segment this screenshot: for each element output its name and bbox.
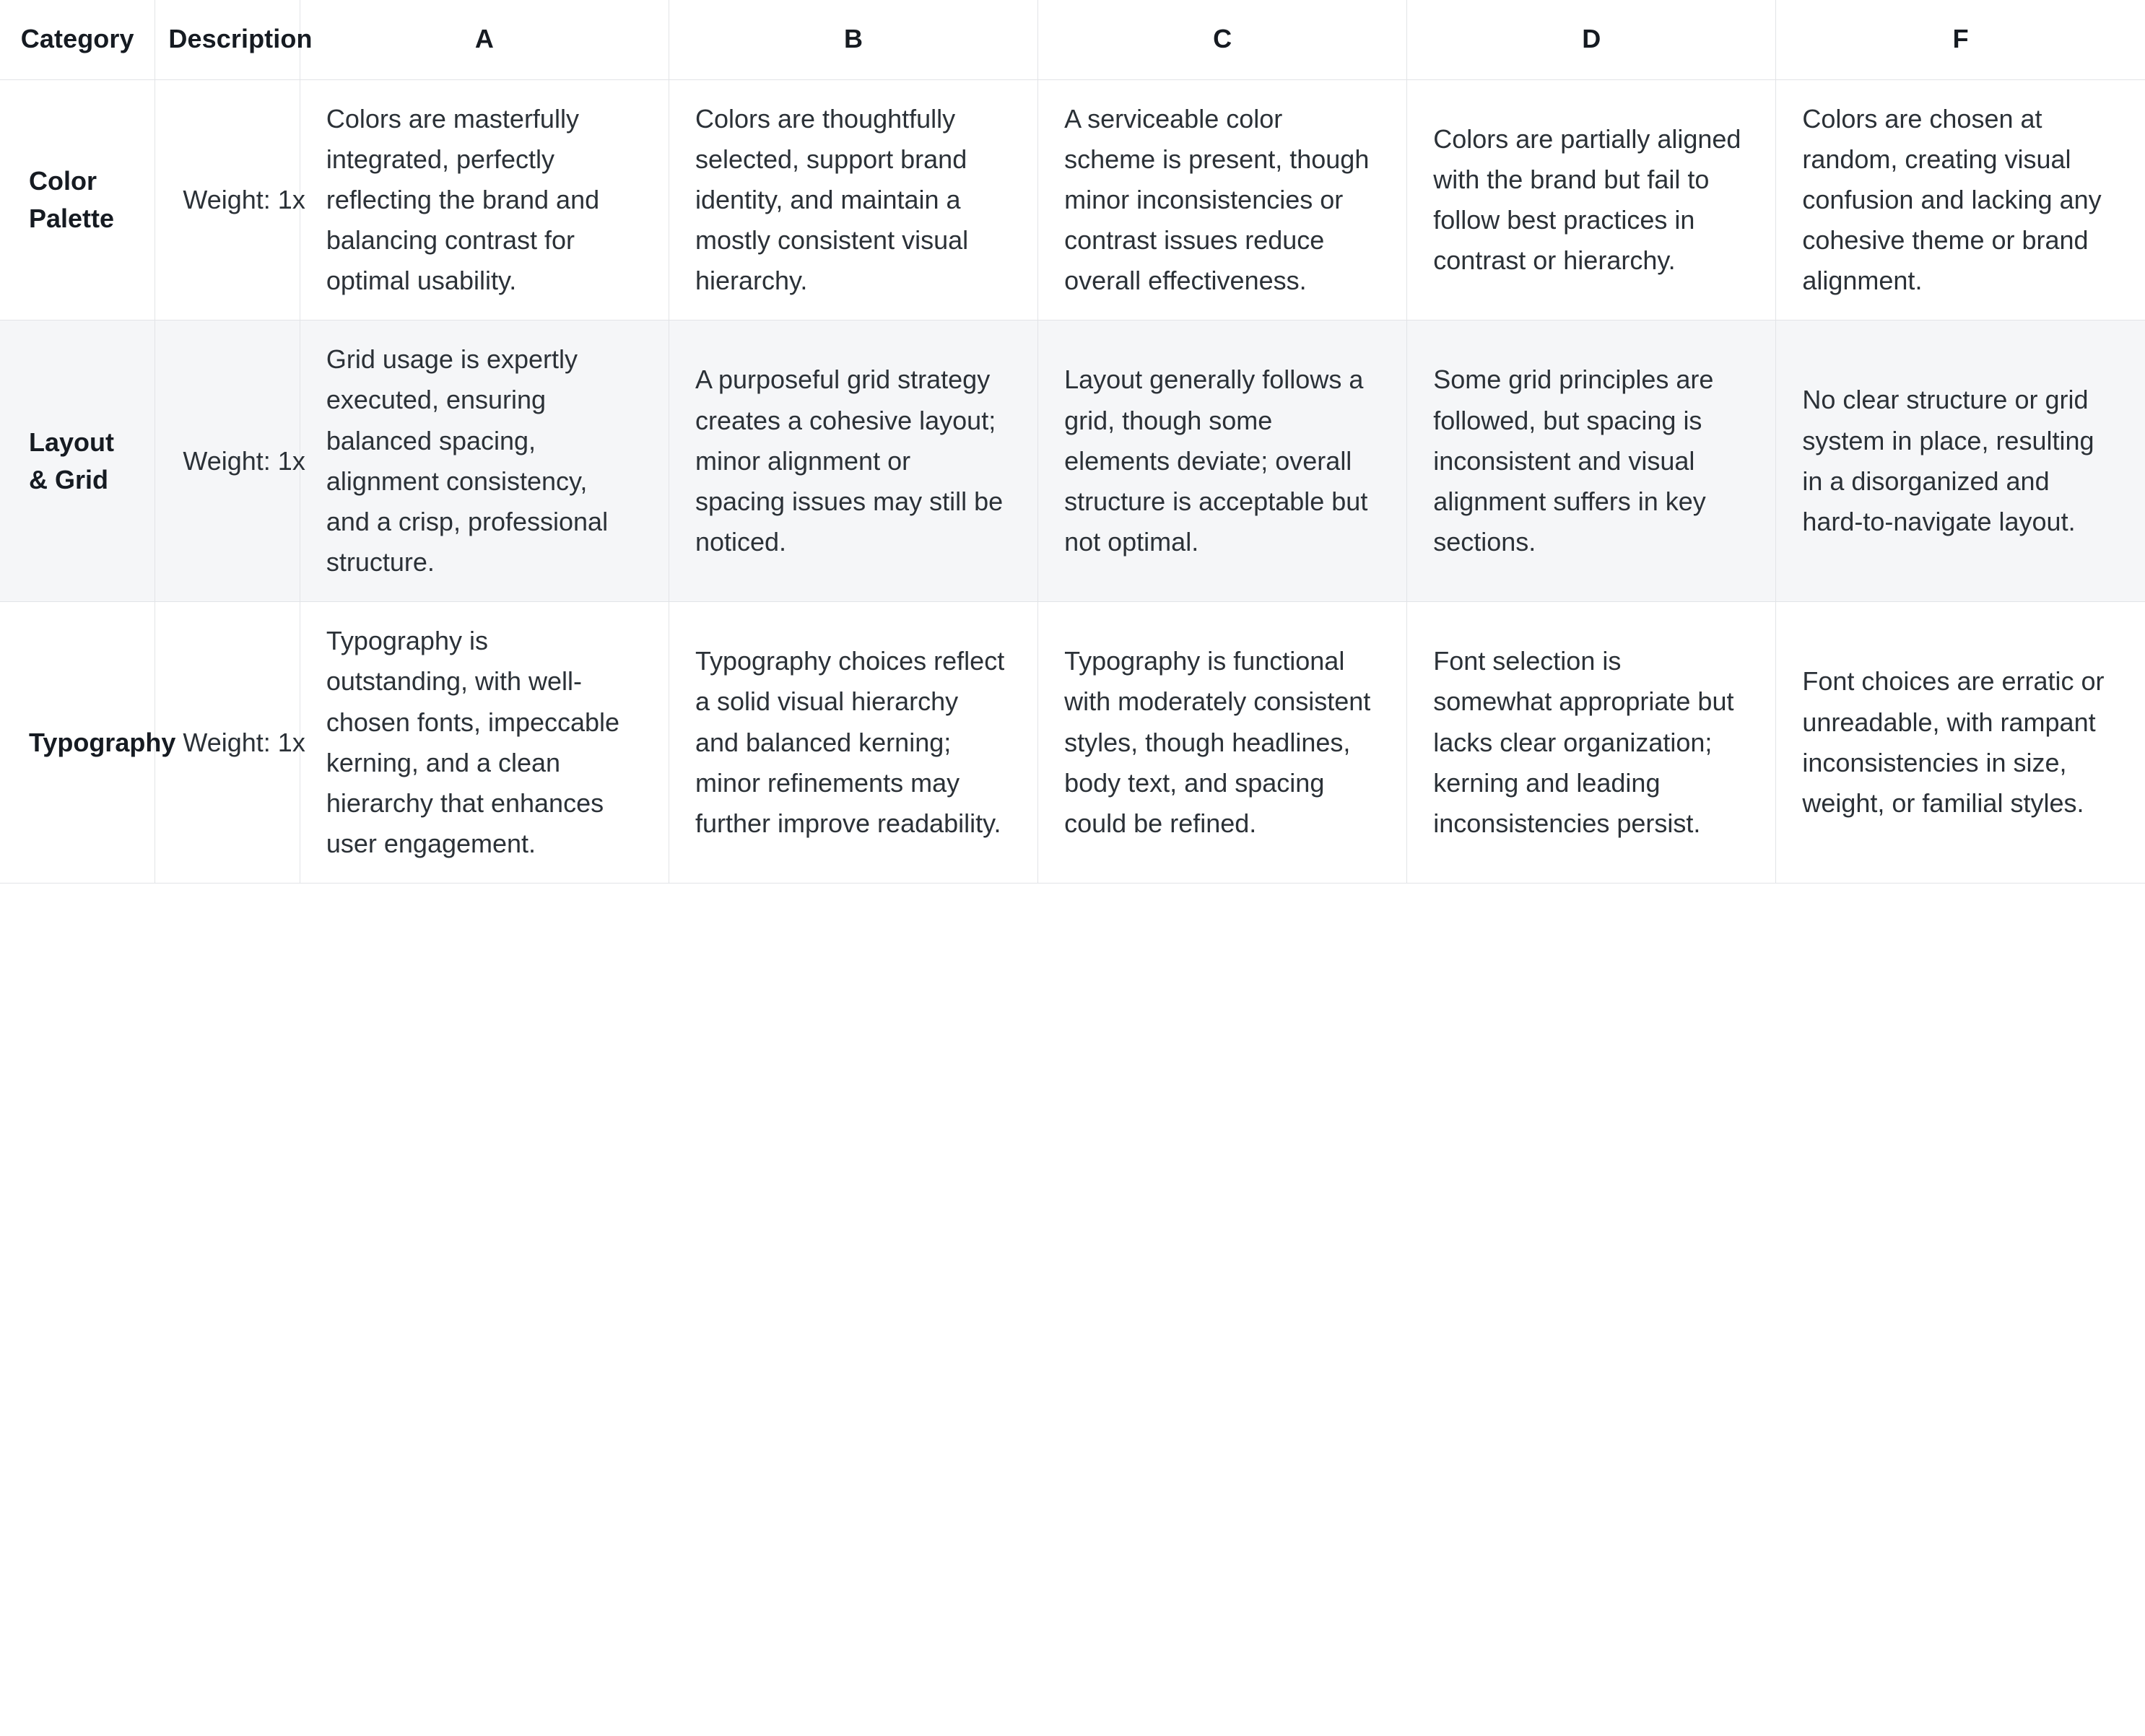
cell-category: Layout & Grid [0, 320, 155, 602]
cell-description-weight: Weight: 1x [155, 320, 300, 602]
cell-grade-b: A purposeful grid strategy creates a cohesive layout; minor alignment or spacing issues may still be noticed. [669, 320, 1037, 602]
table-row [0, 320, 2145, 602]
table-body [0, 79, 2145, 884]
column-header-f: F [1776, 0, 2145, 79]
cell-grade-a: Typography is outstanding, with well-chosen fonts, impeccable kerning, and a clean hierarchy that enhances user engagement. [300, 602, 669, 884]
table-header-row [0, 0, 2145, 79]
cell-grade-f: No clear structure or grid system in place, resulting in a disorganized and hard-to-navigate layout. [1776, 320, 2145, 602]
column-header-a: A [300, 0, 669, 79]
column-header-category: Category [0, 0, 155, 79]
cell-grade-a: Grid usage is expertly executed, ensuring balanced spacing, alignment consistency, and a crisp, professional structure. [300, 320, 669, 602]
cell-grade-d: Font selection is somewhat appropriate but lacks clear organization; kerning and leading inconsistencies persist. [1407, 602, 1776, 884]
cell-grade-a: Colors are masterfully integrated, perfectly reflecting the brand and balancing contrast for optimal usability. [300, 79, 669, 320]
table-header [0, 0, 2145, 79]
cell-grade-c: A serviceable color scheme is present, though minor inconsistencies or contrast issues reduce overall effectiveness. [1038, 79, 1407, 320]
cell-description-weight: Weight: 1x [155, 602, 300, 884]
table-row [0, 79, 2145, 320]
table-row [0, 602, 2145, 884]
column-header-d: D [1407, 0, 1776, 79]
cell-grade-c: Layout generally follows a grid, though some elements deviate; overall structure is acceptable but not optimal. [1038, 320, 1407, 602]
column-header-b: B [669, 0, 1037, 79]
cell-grade-b: Typography choices reflect a solid visual hierarchy and balanced kerning; minor refinements may further improve readability. [669, 602, 1037, 884]
cell-category: Typography [0, 602, 155, 884]
cell-grade-b: Colors are thoughtfully selected, support brand identity, and maintain a mostly consistent visual hierarchy. [669, 79, 1037, 320]
cell-grade-c: Typography is functional with moderately consistent styles, though headlines, body text, and spacing could be refined. [1038, 602, 1407, 884]
column-header-c: C [1038, 0, 1407, 79]
cell-grade-f: Colors are chosen at random, creating visual confusion and lacking any cohesive theme or brand alignment. [1776, 79, 2145, 320]
column-header-description: Description [155, 0, 300, 79]
cell-grade-d: Colors are partially aligned with the brand but fail to follow best practices in contrast or hierarchy. [1407, 79, 1776, 320]
cell-description-weight: Weight: 1x [155, 79, 300, 320]
cell-grade-d: Some grid principles are followed, but spacing is inconsistent and visual alignment suffers in key sections. [1407, 320, 1776, 602]
cell-grade-f: Font choices are erratic or unreadable, with rampant inconsistencies in size, weight, or familial styles. [1776, 602, 2145, 884]
cell-category: Color Palette [0, 79, 155, 320]
